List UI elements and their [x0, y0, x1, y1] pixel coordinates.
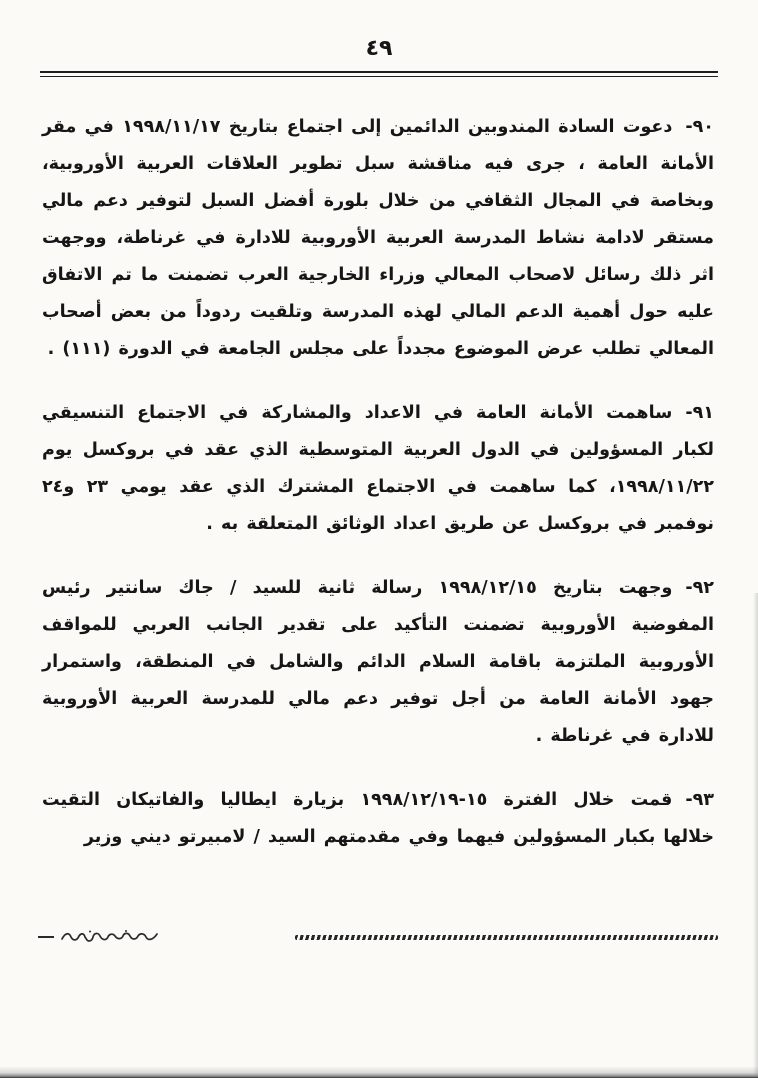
footer-decorative-rule: [295, 935, 718, 940]
paragraph-number: ٩٣-: [685, 789, 714, 810]
paragraph-text: وجهت بتاريخ ١٩٩٨/١٢/١٥ رسالة ثانية للسيد / جاك سانتير رئيس المفوضية الأوروبية تضمنت التأكيد على تقدير الجانب العربي للمواقف الأوروبية الملتزمة باقامة السلام الدائم والشامل في المنطقة، واستمرار جهود الأمانة العامة من أجل توفير دعم مالي للمدرسة العربية الأوروبية للادارة في غرناطة .: [42, 577, 714, 746]
paragraph-number: ٩٢-: [685, 577, 714, 598]
paragraph-91: [42, 395, 714, 543]
scan-edge-shadow-bottom: [0, 1066, 758, 1078]
document-body: [42, 109, 714, 856]
paragraph-93: [42, 782, 714, 856]
page-number: ٤٩: [365, 36, 393, 61]
paragraph-number: ٩٠-: [685, 116, 714, 137]
paragraph-number: ٩١-: [685, 402, 714, 423]
header-double-rule: [40, 71, 718, 77]
paragraph-text: قمت خلال الفترة ١٥-١٩٩٨/١٢/١٩ بزيارة ايطاليا والفاتيكان التقيت خلالها بكبار المسؤولين فيهما وفي مقدمتهم السيد / لامبيرتو ديني وزير: [42, 789, 714, 847]
paragraph-90: [42, 109, 714, 368]
paragraph-text: دعوت السادة المندوبين الدائمين إلى اجتماع بتاريخ ١٩٩٨/١١/١٧ في مقر الأمانة العامة ، جرى فيه مناقشة سبل تطوير العلاقات العربية الأوروبية، وبخاصة في المجال الثقافي من خلال بلورة أفضل السبل لتوفير دعم مالي مستقر لادامة نشاط المدرسة العربية الأوروبية للادارة في غرناطة، ووجهت اثر ذلك رسائل لاصحاب المعالي وزراء الخارجية العرب تضمنت ما تم الاتفاق عليه حول أهمية الدعم المالي لهذه المدرسة وتلقيت ردوداً من بعض أصحاب المعالي تطلب عرض الموضوع مجدداً على مجلس الجامعة في الدورة (١١١) .: [42, 116, 714, 359]
paragraph-92: [42, 570, 714, 755]
footer-handwritten-script-icon: [60, 928, 160, 946]
scan-edge-shadow-right: [753, 593, 758, 1078]
paragraph-text: ساهمت الأمانة العامة في الاعداد والمشاركة في الاجتماع التنسيقي لكبار المسؤولين في الدول العربية المتوسطية الذي عقد في بروكسل يوم ١٩٩٨/١١/٢٢، كما ساهمت في الاجتماع المشترك الذي عقد يومي ٢٣ و٢٤ نوفمبر في بروكسل عن طريق اعداد الوثائق المتعلقة به .: [42, 402, 714, 534]
page-footer: [38, 928, 718, 946]
footer-dash: [38, 936, 54, 938]
